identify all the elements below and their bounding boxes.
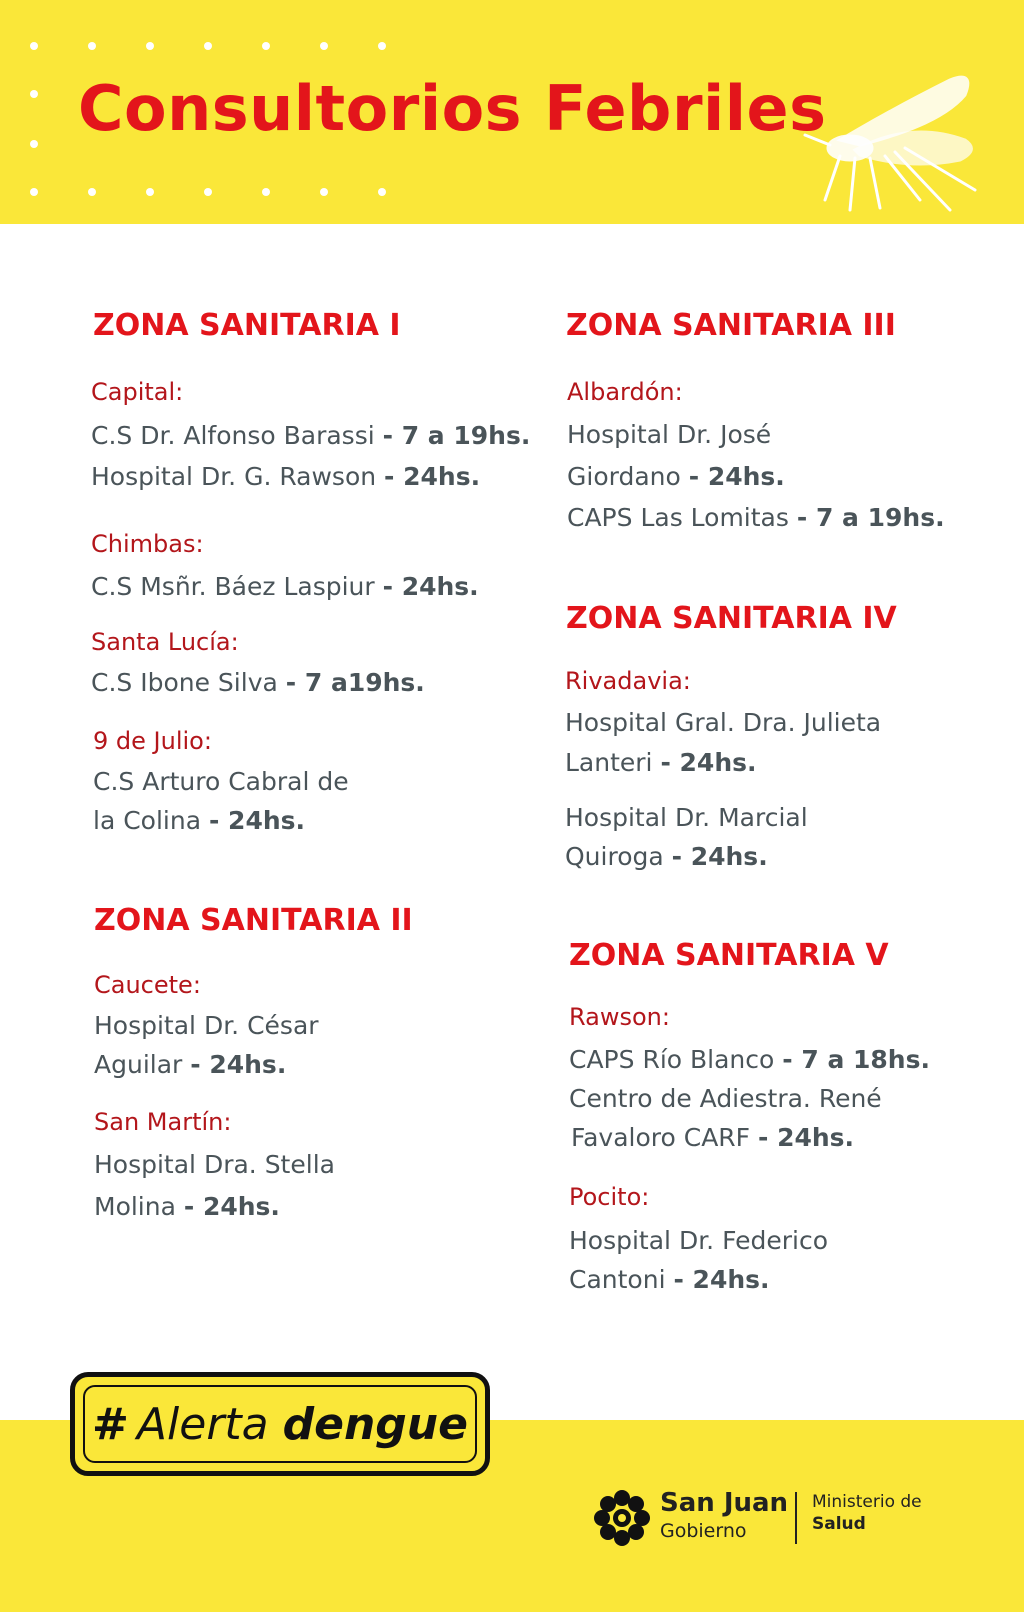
alert-badge-text — [92, 1399, 468, 1450]
location-label-santa-lucia: Santa Lucía: — [91, 628, 239, 656]
location-label-rawson: Rawson: — [569, 1003, 670, 1031]
list-item: la Colina - 24hs. — [93, 806, 306, 835]
list-item: Giordano - 24hs. — [567, 462, 785, 491]
location-label-chimbas: Chimbas: — [91, 530, 204, 558]
list-item: Lanteri - 24hs. — [565, 748, 757, 777]
list-item: Hospital Dr. José — [567, 420, 772, 449]
sun-emblem-icon — [592, 1488, 652, 1548]
list-item: C.S Arturo Cabral de — [93, 767, 349, 796]
zone-title-3: ZONA SANITARIA III — [566, 308, 896, 343]
list-item: C.S Ibone Silva - 7 a19hs. — [91, 668, 425, 697]
dengue-word: dengue — [282, 1398, 468, 1450]
location-label-capital: Capital: — [91, 378, 184, 406]
list-item: CAPS Las Lomitas - 7 a 19hs. — [567, 503, 945, 532]
list-item: Hospital Dr. César — [94, 1011, 319, 1040]
list-item: Quiroga - 24hs. — [565, 842, 768, 871]
location-label-9-de-julio: 9 de Julio: — [93, 727, 212, 755]
list-item: Centro de Adiestra. René — [569, 1084, 882, 1113]
list-item: CAPS Río Blanco - 7 a 18hs. — [569, 1045, 930, 1074]
location-label-pocito: Pocito: — [569, 1183, 650, 1211]
location-label-caucete: Caucete: — [94, 971, 201, 999]
logo-divider — [795, 1492, 797, 1544]
list-item: Hospital Dra. Stella — [94, 1150, 335, 1179]
ministry-label: Ministerio de — [812, 1492, 922, 1512]
alert-badge-inner — [83, 1385, 477, 1463]
hashtag-symbol: # — [92, 1398, 129, 1450]
list-item: Favaloro CARF - 24hs. — [571, 1123, 855, 1152]
list-item: Molina - 24hs. — [94, 1192, 280, 1221]
alert-word: Alerta — [136, 1398, 283, 1450]
mosquito-icon — [800, 60, 1010, 220]
zone-title-1: ZONA SANITARIA I — [93, 308, 401, 343]
zone-title-4: ZONA SANITARIA IV — [566, 601, 897, 636]
location-label-rivadavia: Rivadavia: — [565, 667, 691, 695]
list-item: Hospital Dr. Marcial — [565, 803, 808, 832]
ministry-department: Salud — [812, 1514, 866, 1534]
list-item: Hospital Gral. Dra. Julieta — [565, 708, 882, 737]
page-title: Consultorios Febriles — [78, 72, 827, 145]
list-item: Hospital Dr. Federico — [569, 1226, 828, 1255]
location-label-albardon: Albardón: — [567, 378, 683, 406]
government-logo — [592, 1488, 972, 1558]
logo-subtitle: Gobierno — [660, 1520, 747, 1542]
list-item: C.S Dr. Alfonso Barassi - 7 a 19hs. — [91, 421, 531, 450]
zone-title-5: ZONA SANITARIA V — [569, 938, 889, 973]
list-item: Aguilar - 24hs. — [94, 1050, 287, 1079]
location-label-san-martin: San Martín: — [94, 1108, 232, 1136]
alert-badge — [70, 1372, 490, 1476]
header-banner — [0, 0, 1024, 224]
zone-title-2: ZONA SANITARIA II — [94, 903, 413, 938]
list-item: Cantoni - 24hs. — [569, 1265, 770, 1294]
logo-name: San Juan — [660, 1488, 789, 1518]
list-item: C.S Msñr. Báez Laspiur - 24hs. — [91, 572, 479, 601]
list-item: Hospital Dr. G. Rawson - 24hs. — [91, 462, 481, 491]
